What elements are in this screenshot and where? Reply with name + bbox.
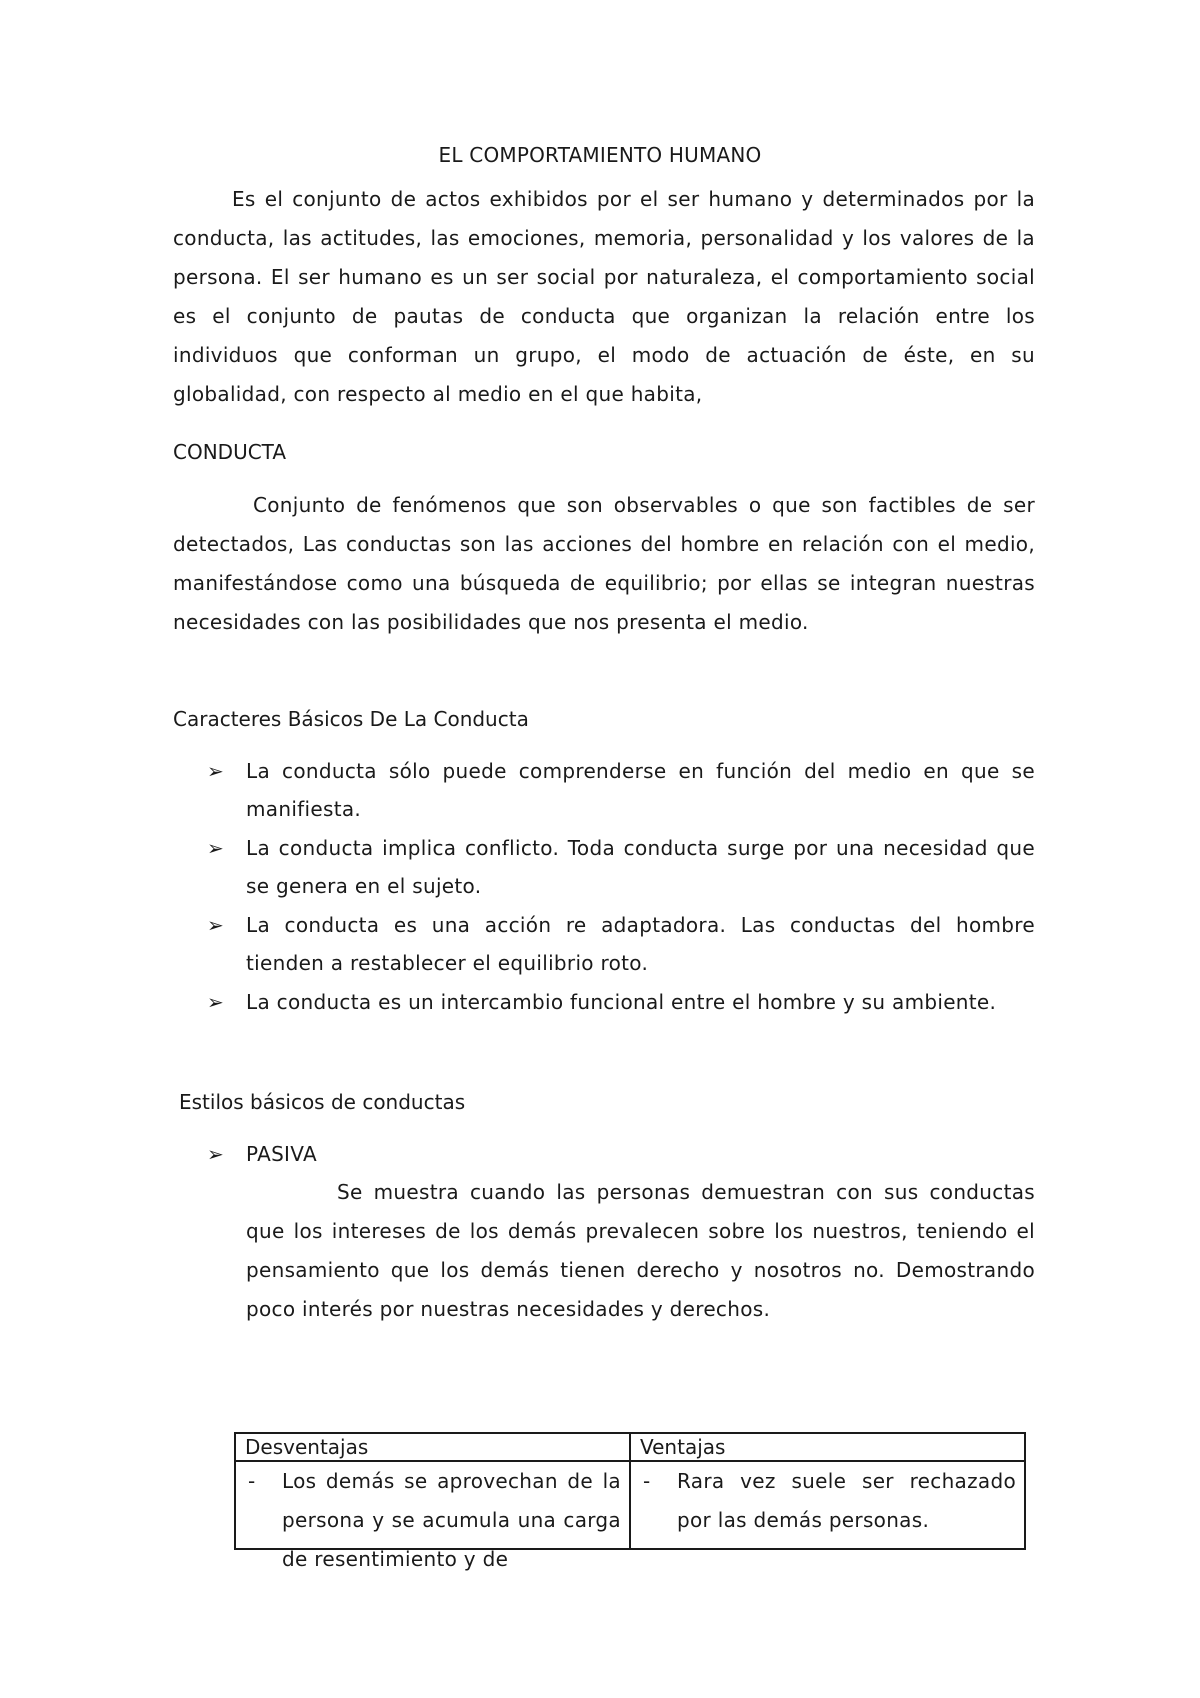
arrow-bullet-icon: ➢: [207, 759, 225, 783]
ventajas-table: [234, 1432, 1026, 1571]
list-item: [173, 983, 1035, 1021]
list-item: [173, 752, 1035, 828]
desventajas-text: Los demás se aprovechan de la persona y se acumula una carga de resentimiento y de: [282, 1469, 621, 1571]
arrow-bullet-icon: ➢: [207, 1142, 225, 1166]
list-item-text: La conducta es un intercambio funcional entre el hombre y su ambiente.: [246, 990, 997, 1014]
arrow-bullet-icon: ➢: [207, 913, 225, 937]
estilos-heading: Estilos básicos de conductas: [179, 1090, 466, 1114]
table-header-ventajas: Ventajas: [630, 1433, 1025, 1461]
table-cell-ventajas: [630, 1461, 1025, 1549]
conducta-heading: CONDUCTA: [173, 440, 287, 464]
estilos-list: [173, 1135, 1035, 1174]
ventajas-text: Rara vez suele ser rechazado por las demás personas.: [677, 1469, 1016, 1532]
table-header-desventajas: Desventajas: [235, 1433, 630, 1461]
table-row: [235, 1461, 1025, 1549]
list-item-text: La conducta sólo puede comprenderse en función del medio en que se manifiesta.: [246, 759, 1035, 821]
dash-bullet: -: [248, 1469, 256, 1493]
list-item-text: La conducta es una acción re adaptadora. Las conductas del hombre tienden a restablecer el equilibrio roto.: [246, 913, 1035, 975]
dash-bullet: -: [643, 1469, 651, 1493]
list-item: [173, 1135, 1035, 1173]
pasiva-paragraph: Se muestra cuando las personas demuestran con sus conductas que los intereses de los demás prevalecen sobre los nuestros, teniendo el pensamiento que los demás tienen derecho y nosotros no. Demostrando poco interés por nuestras necesidades y derechos.: [246, 1180, 1035, 1321]
list-item: [173, 829, 1035, 905]
table-header-row: [235, 1433, 1025, 1461]
list-item-text: La conducta implica conflicto. Toda conducta surge por una necesidad que se genera en el sujeto.: [246, 836, 1035, 898]
caracteres-list: [173, 752, 1035, 1022]
arrow-bullet-icon: ➢: [207, 990, 225, 1014]
pasiva-label: PASIVA: [246, 1142, 317, 1166]
table-cell-desventajas: [235, 1461, 630, 1571]
list-item: [173, 906, 1035, 982]
document-title: EL COMPORTAMIENTO HUMANO: [438, 143, 762, 167]
intro-paragraph: Es el conjunto de actos exhibidos por el ser humano y determinados por la conducta, las actitudes, las emociones, memoria, personalidad y los valores de la persona. El ser humano es un ser social por naturaleza, el comportamiento social es el conjunto de pautas de conducta que organizan la relación entre los individuos que conforman un grupo, el modo de actuación de éste, en su globalidad, con respecto al medio en el que habita,: [173, 187, 1035, 406]
arrow-bullet-icon: ➢: [207, 836, 225, 860]
conducta-paragraph: Conjunto de fenómenos que son observables o que son factibles de ser detectados, Las conductas son las acciones del hombre en relación con el medio, manifestándose como una búsqueda de equilibrio; por ellas se integran nuestras necesidades con las posibilidades que nos presenta el medio.: [173, 493, 1035, 634]
caracteres-heading: Caracteres Básicos De La Conducta: [173, 707, 529, 731]
